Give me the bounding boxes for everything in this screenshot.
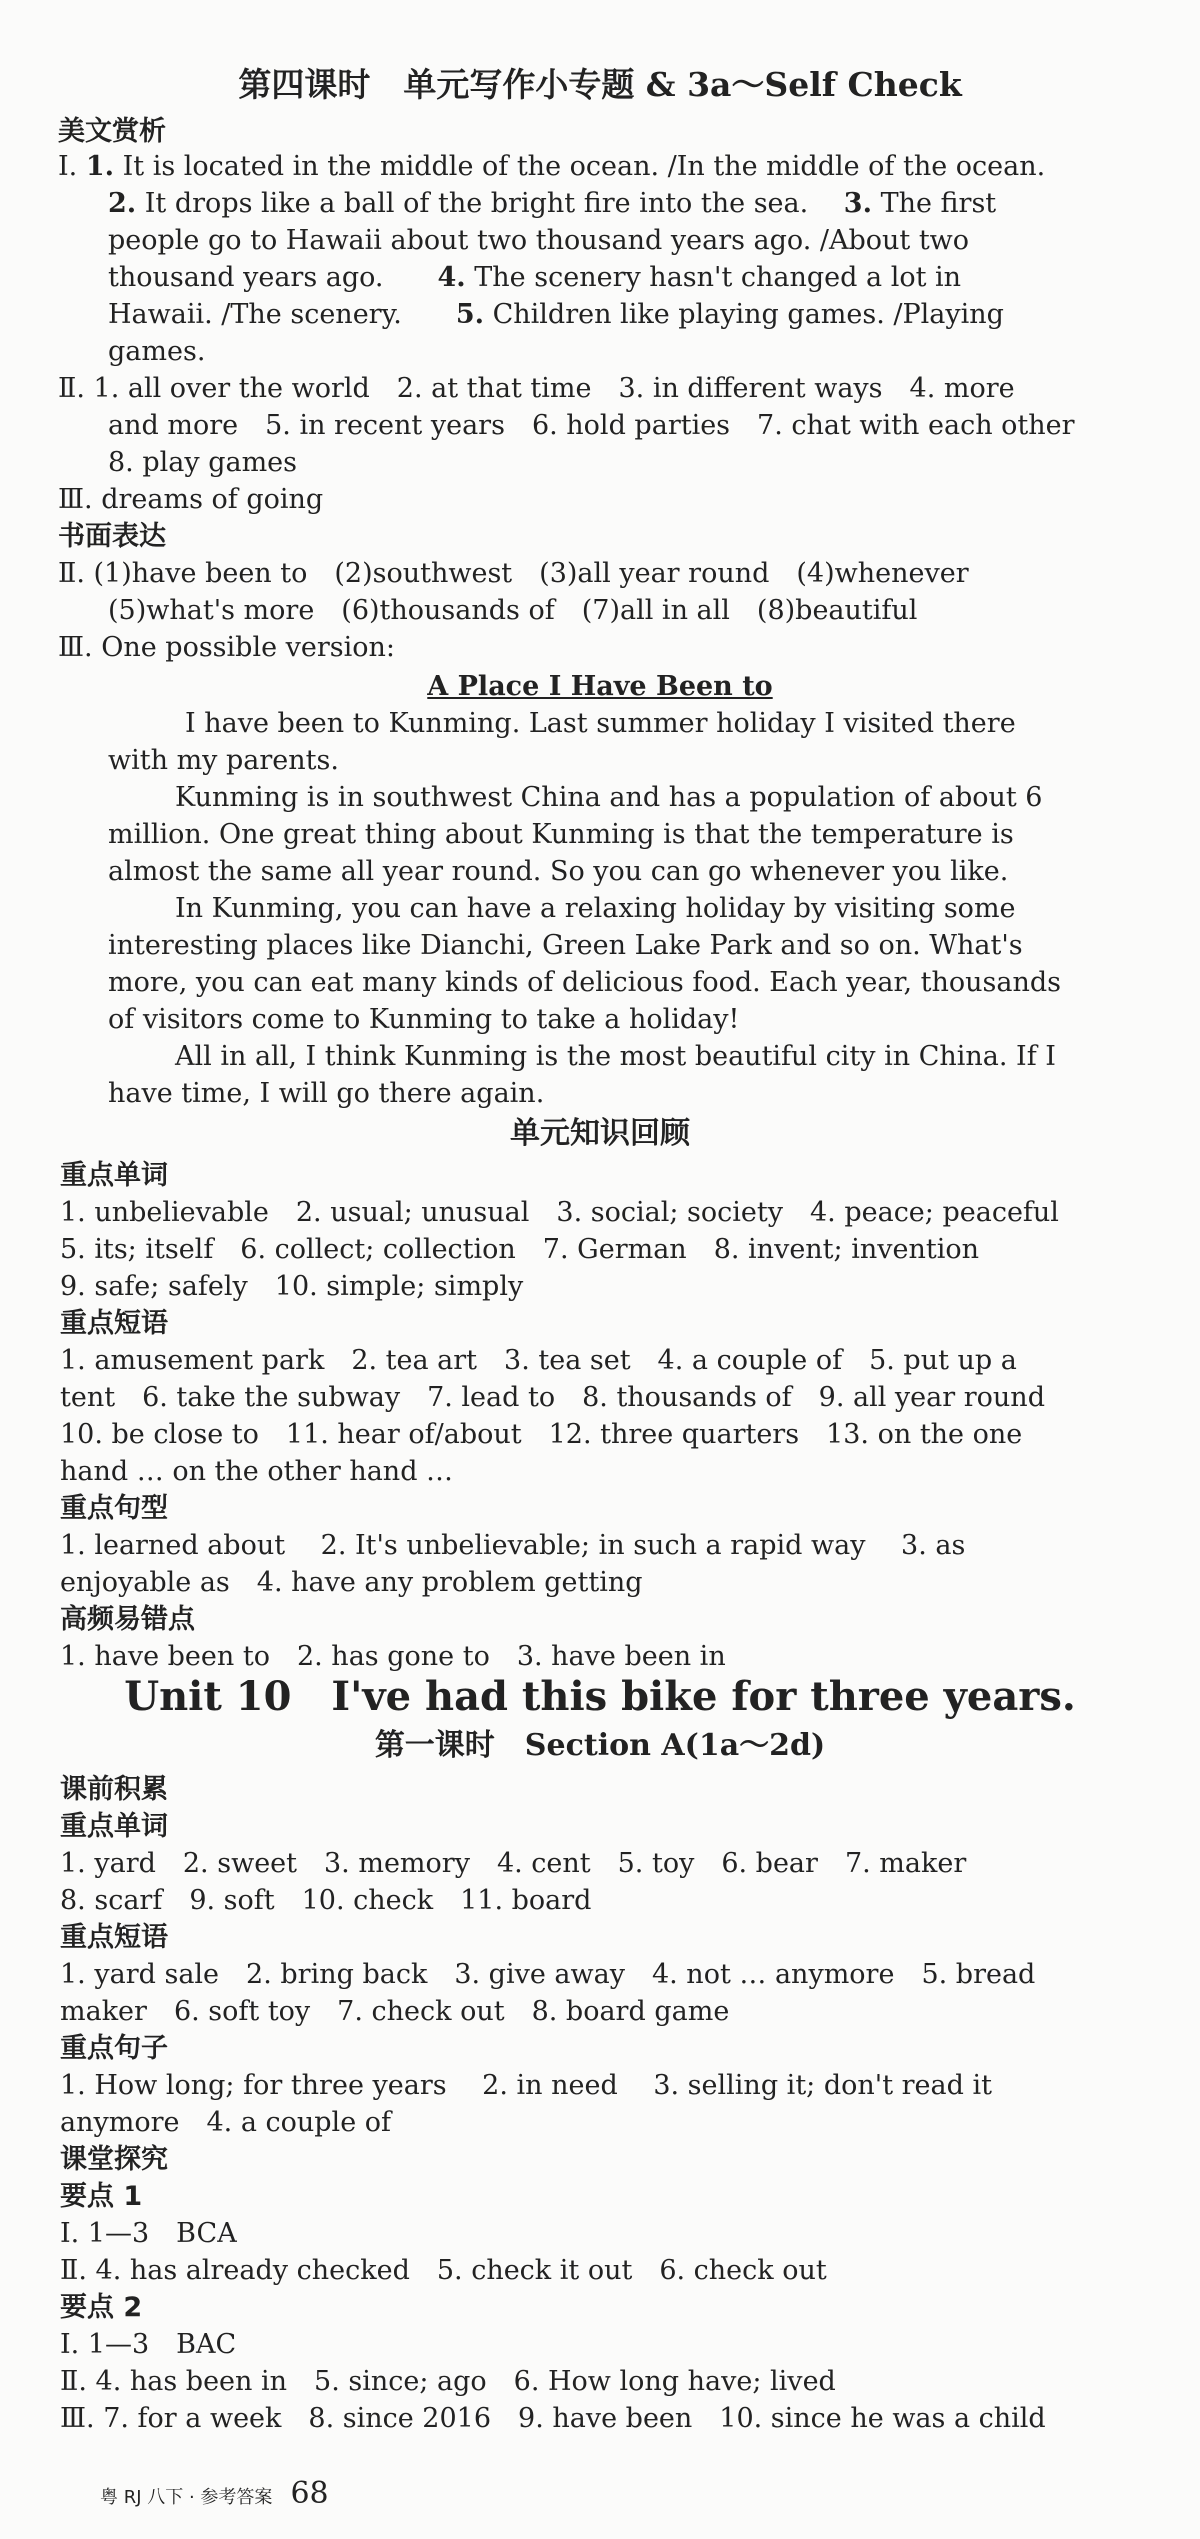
answer-line: 10. be close to 11. hear of/about 12. three quarters 13. on the one [60,1419,1023,1450]
answer-line: enjoyable as 4. have any problem getting [60,1567,643,1598]
answer-line: 1. yard 2. sweet 3. memory 4. cent 5. toy 6. bear 7. maker [60,1848,967,1879]
essay-line: million. One great thing about Kunming is that the temperature is [108,819,1014,850]
heading-errors: 高频易错点 [60,1604,195,1635]
page-number: 68 [290,2476,329,2511]
answer-line: Ⅱ. 1. all over the world 2. at that time 3. in different ways 4. more [58,373,1015,404]
answer-line: and more 5. in recent years 6. hold parties 7. chat with each other [108,410,1075,441]
answer-line: Ⅲ. dreams of going [58,484,324,515]
answer-line: 9. safe; safely 10. simple; simply [60,1271,524,1302]
essay-line: I have been to Kunming. Last summer holiday I visited there [185,708,1016,739]
heading-sentences2: 重点句子 [60,2033,168,2064]
answer-line: Ⅰ. 1—3 BCA [60,2218,237,2249]
answer-line: Ⅲ. One possible version: [58,632,396,663]
essay-line: interesting places like Dianchi, Green Lake Park and so on. What's [108,930,1023,961]
answer-line: Ⅲ. 7. for a week 8. since 2016 9. have been 10. since he was a child [60,2403,1046,2434]
essay-title: A Place I Have Been to [427,671,773,702]
answer-line: 1. amusement park 2. tea art 3. tea set 4. a couple of 5. put up a [60,1345,1017,1376]
essay-line: more, you can eat many kinds of delicious food. Each year, thousands [108,967,1061,998]
answer-line: Hawaii. /The scenery. 5. Children like playing games. /Playing [108,299,1004,330]
answer-line: people go to Hawaii about two thousand years ago. /About two [108,225,970,256]
essay-line: with my parents. [108,745,339,776]
answer-line: 1. have been to 2. has gone to 3. have been in [60,1641,726,1672]
answer-line: thousand years ago. 4. The scenery hasn't changed a lot in [108,262,962,293]
heading-vocab2: 重点单词 [60,1811,168,1842]
answer-line: 8. scarf 9. soft 10. check 11. board [60,1885,592,1916]
answer-line: games. [108,336,206,367]
answer-line: maker 6. soft toy 7. check out 8. board game [60,1996,730,2027]
lesson4-title: 第四课时 单元写作小专题 & 3a～Self Check [238,65,962,104]
heading-phrases2: 重点短语 [60,1922,168,1953]
heading-phrases: 重点短语 [60,1308,168,1339]
heading-point1: 要点 1 [60,2181,143,2212]
essay-line: of visitors come to Kunming to take a holiday! [108,1004,740,1035]
heading-meiwen: 美文赏析 [58,116,166,147]
unit-title: Unit 10 I've had this bike for three years. [124,1673,1076,1720]
answer-line: 5. its; itself 6. collect; collection 7. German 8. invent; invention [60,1234,979,1265]
heading-pre-class: 课前积累 [60,1774,168,1805]
heading-shumian: 书面表达 [58,521,166,552]
answer-line: (5)what's more (6)thousands of (7)all in all (8)beautiful [108,595,918,626]
essay-line: almost the same all year round. So you can go whenever you like. [108,856,1009,887]
answer-line: 1. unbelievable 2. usual; unusual 3. social; society 4. peace; peaceful [60,1197,1059,1228]
answer-line: anymore 4. a couple of [60,2107,392,2138]
answer-line: 1. How long; for three years 2. in need 3. selling it; don't read it [60,2070,992,2101]
answer-line: 1. learned about 2. It's unbelievable; in such a rapid way 3. as [60,1530,966,1561]
answer-line: 1. yard sale 2. bring back 3. give away 4. not … anymore 5. bread [60,1959,1036,1990]
essay-line: In Kunming, you can have a relaxing holiday by visiting some [175,893,1016,924]
answer-line: hand … on the other hand … [60,1456,454,1487]
heading-classroom: 课堂探究 [60,2144,168,2175]
answer-line: 8. play games [108,447,298,478]
essay-line: All in all, I think Kunming is the most beautiful city in China. If I [175,1041,1056,1072]
essay-line: Kunming is in southwest China and has a population of about 6 [175,782,1043,813]
heading-sentences: 重点句型 [60,1493,168,1524]
answer-line: Ⅰ. 1—3 BAC [60,2329,237,2360]
heading-point2: 要点 2 [60,2292,143,2323]
footer-label: 粤 RJ 八下 · 参考答案 [100,2487,273,2508]
answer-line: Ⅱ. 4. has already checked 5. check it out 6. check out [60,2255,827,2286]
page-footer [100,2476,329,2511]
review-title: 单元知识回顾 [510,1116,690,1151]
answer-line: 2. It drops like a ball of the bright fire into the sea. 3. The first [108,188,997,219]
answer-line: Ⅰ. 1. It is located in the middle of the ocean. /In the middle of the ocean. [58,151,1046,182]
lesson1-title: 第一课时 Section A(1a～2d) [374,1728,826,1763]
essay-line: have time, I will go there again. [108,1078,545,1109]
heading-vocab: 重点单词 [60,1160,168,1191]
answer-line: Ⅱ. 4. has been in 5. since; ago 6. How long have; lived [60,2366,836,2397]
answer-line: tent 6. take the subway 7. lead to 8. thousands of 9. all year round [60,1382,1045,1413]
answer-line: Ⅱ. (1)have been to (2)southwest (3)all year round (4)whenever [58,558,969,589]
